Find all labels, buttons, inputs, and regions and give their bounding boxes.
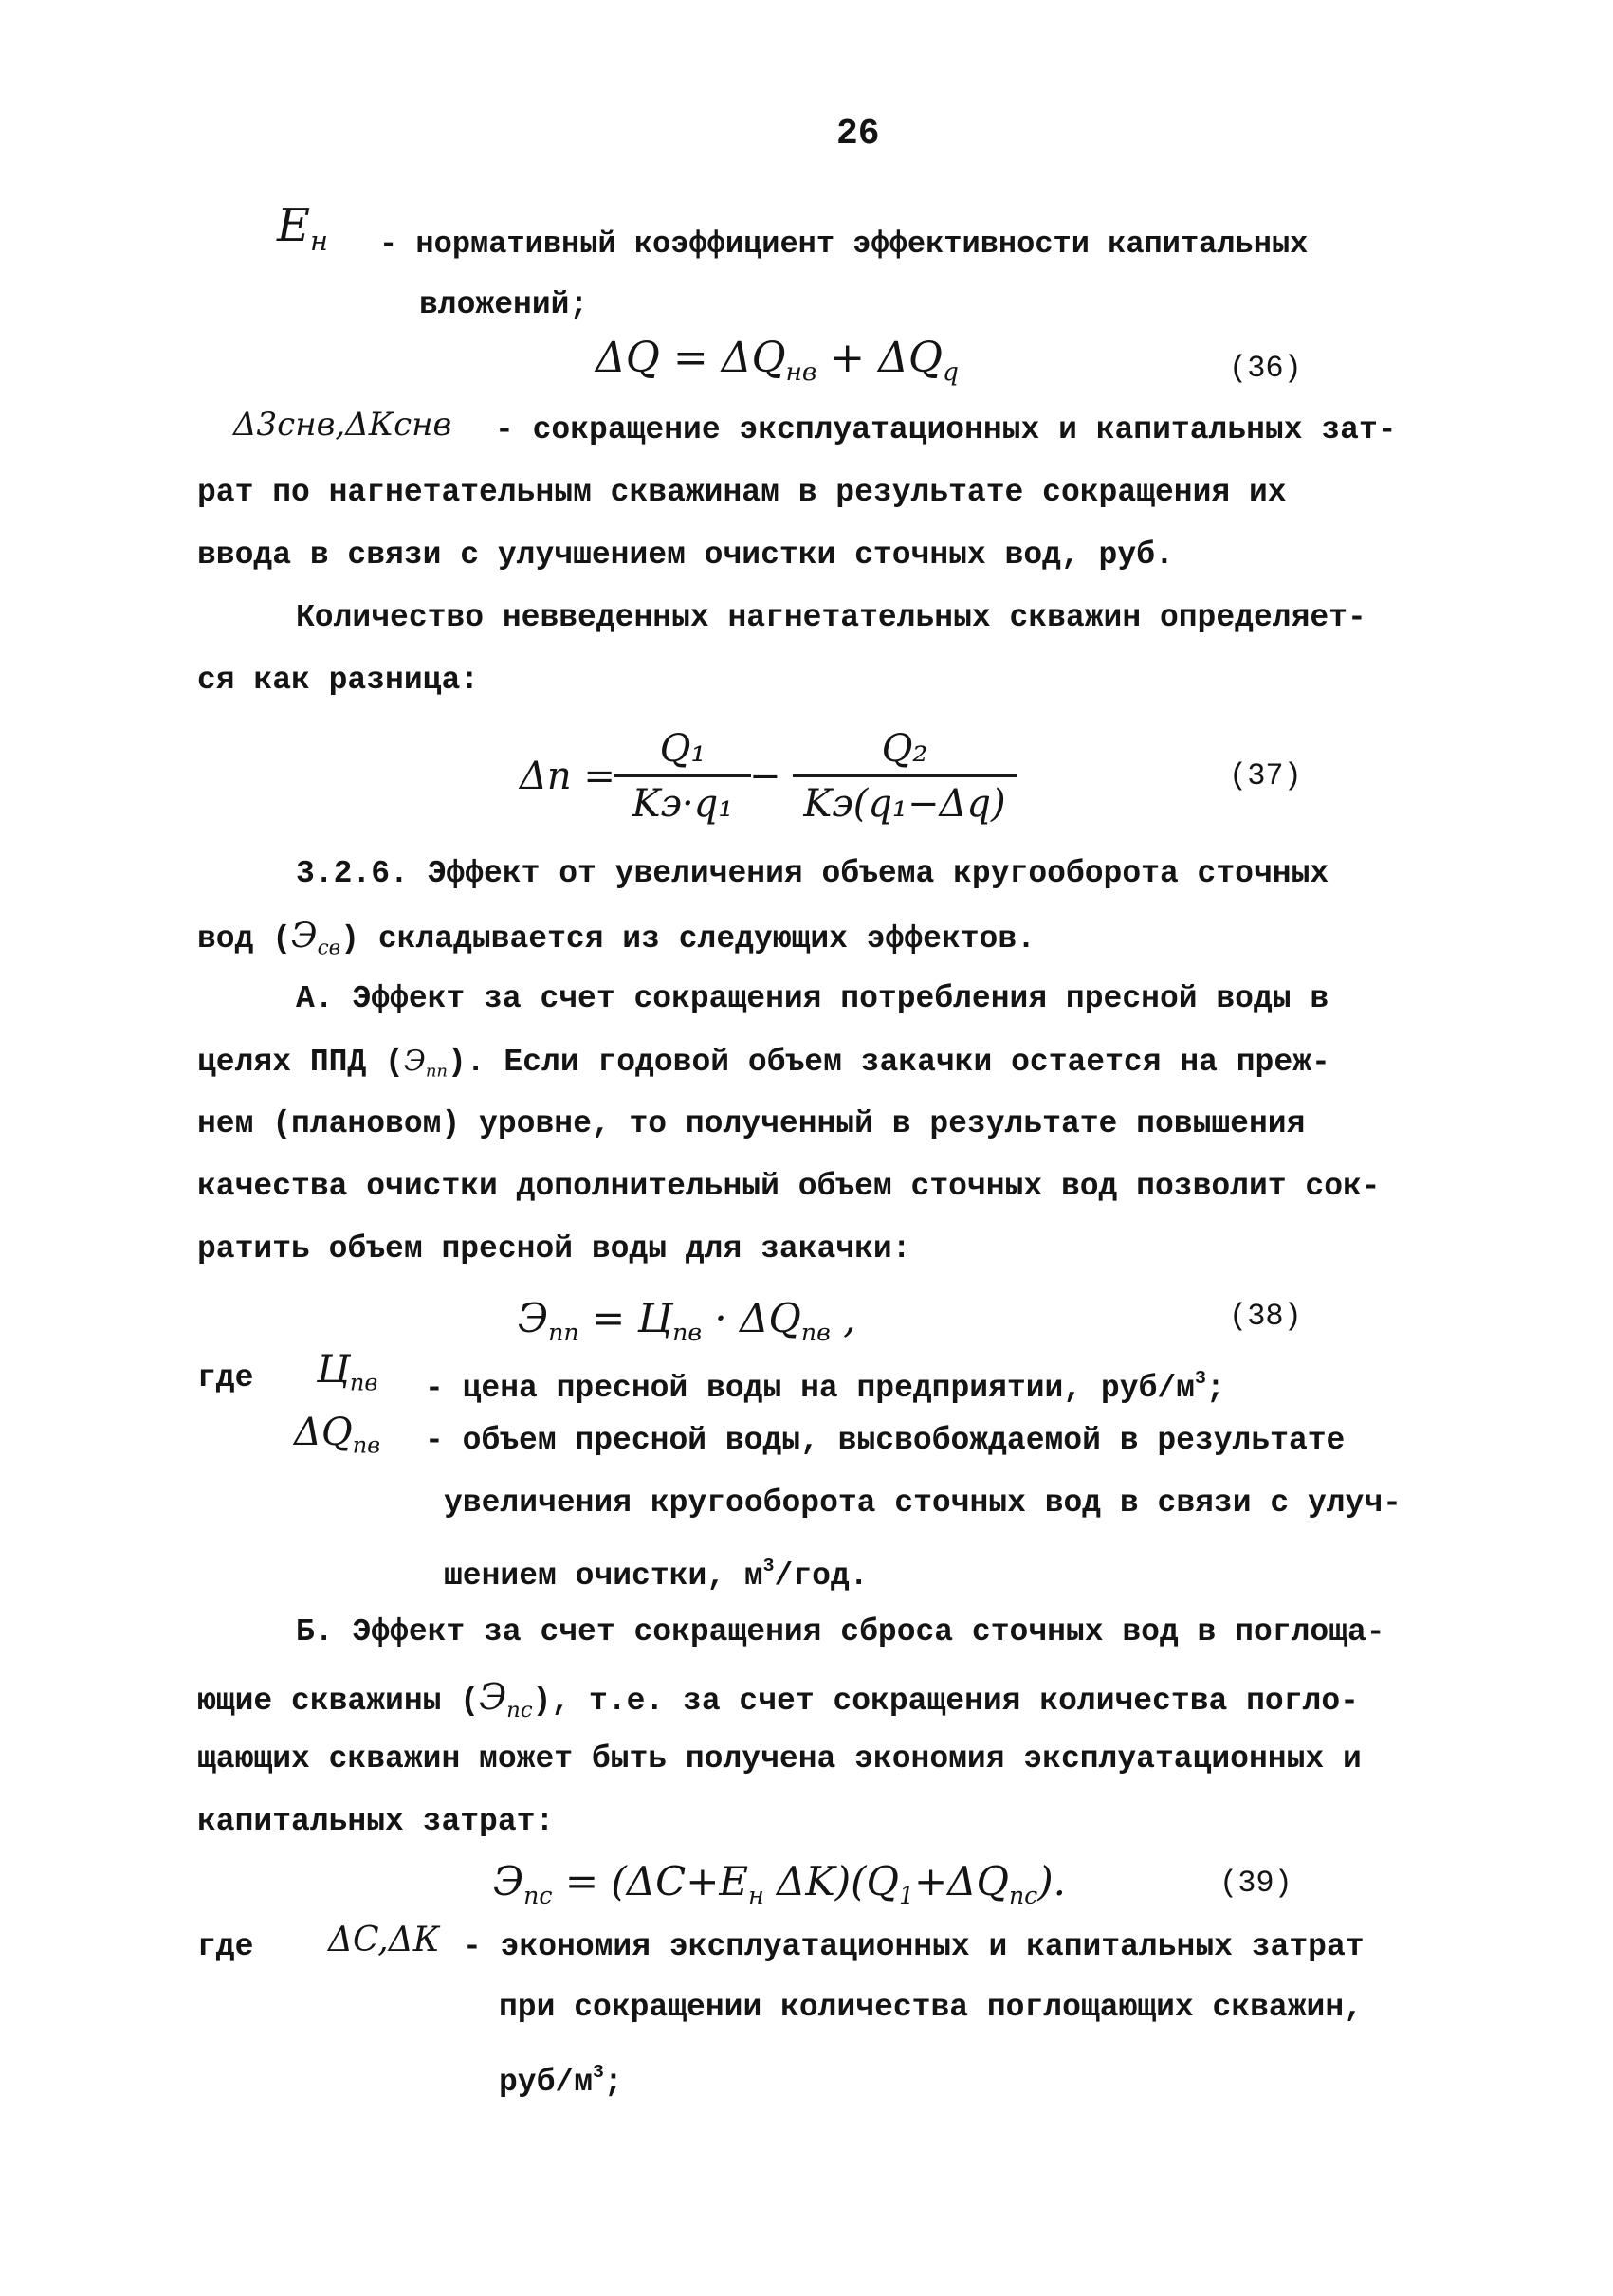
- symbol-dc-dk: ΔC,ΔК: [328, 1921, 440, 1959]
- symbol-e-sv: $Э_{св}$: [291, 917, 341, 960]
- text-line: капитальных затрат:: [197, 1804, 555, 1839]
- text-line: ратить объем пресной воды для закачки:: [197, 1231, 911, 1266]
- text-line: нем (плановом) уровне, то полученный в результате повышения: [197, 1106, 1306, 1141]
- text-line: качества очистки дополнительный объем сточных вод позволит сок-: [197, 1169, 1381, 1204]
- text-line: шением очистки, $м^3$/год.: [444, 1556, 869, 1594]
- text-line: - нормативный коэффициент эффективности капитальных: [379, 227, 1309, 262]
- text-line: целях ППД $(Э_{пп})$. Если годовой объем закачки остается на преж-: [197, 1045, 1330, 1082]
- text-line: вод $(Э_{св})$ складывается из следующих эффектов.: [197, 917, 1036, 960]
- formula-37-num1: Q₁: [659, 727, 706, 771]
- text-line: где: [197, 1929, 254, 1964]
- formula-37-bar2: [793, 774, 1017, 777]
- text-line: рат по нагнетательным скважинам в результате сокращения их: [197, 475, 1287, 510]
- symbol-delta-z: Δ3снв,ΔКснв: [233, 406, 452, 444]
- equation-number: (39): [1219, 1866, 1292, 1901]
- text-line: Количество невведенных нагнетательных скважин определяет-: [296, 600, 1366, 635]
- formula-38: $Э_{пп} = Ц_{пв} \cdot \Delta Q_{пв}$ ,: [518, 1295, 856, 1346]
- text-line: - экономия эксплуатационных и капитальных затрат: [463, 1929, 1365, 1964]
- text-line: щающих скважин может быть получена экономия эксплуатационных и: [197, 1741, 1362, 1777]
- formula-37-lhs: Δn =: [520, 755, 615, 798]
- text-line: - объем пресной воды, высвобождаемой в результате: [425, 1423, 1346, 1458]
- formula-39: $Э_{пс} = (\Delta C+E_н$ $\Delta K)(Q_1+\Delta Q_{пс})$.: [493, 1858, 1067, 1909]
- symbol-c-pv: $Ц_{пв}$: [317, 1348, 378, 1396]
- equation-number: (38): [1229, 1299, 1302, 1334]
- formula-37-bar1: [614, 774, 751, 777]
- text-line: руб/$м^3$;: [499, 2062, 623, 2100]
- text-line: - сокращение эксплуатационных и капитальных зат-: [495, 412, 1397, 447]
- text-line: - цена пресной воды на предприятии, руб/$м^3$;: [425, 1368, 1225, 1406]
- formula-37-den1: Kэ·q₁: [632, 782, 734, 826]
- page-number: 26: [836, 114, 880, 155]
- symbol-e-ps: $Э_{пс}$: [479, 1676, 533, 1722]
- formula-37-minus: −: [749, 755, 781, 798]
- text-line: ющие скважины $(Э_{пс})$, т.е. за счет сокращения количества погло-: [197, 1676, 1359, 1722]
- symbol-dq-pv: $\Delta Q_{пв}$: [294, 1411, 381, 1459]
- text-line: увеличения кругооборота сточных вод в связи с улуч-: [444, 1485, 1402, 1521]
- text-line: при сокращении количества поглощающих скважин,: [499, 1990, 1363, 2025]
- text-line: ся как разница:: [197, 663, 480, 698]
- text-line: ввода в связи с улучшением очистки сточных вод, руб.: [197, 538, 1174, 573]
- equation-number: (36): [1229, 351, 1302, 386]
- formula-36: $\Delta Q = \Delta Q_{нв} + \Delta Q_q$: [596, 334, 959, 388]
- text-line: А. Эффект за счет сокращения потребления пресной воды в: [296, 981, 1329, 1016]
- text-line: где: [197, 1360, 254, 1395]
- symbol-e-pp: $Э_{пп}$: [403, 1045, 448, 1082]
- text-line: Б. Эффект за счет сокращения сброса сточных вод в поглоща-: [296, 1614, 1385, 1649]
- symbol-en: $E_н$: [277, 199, 329, 258]
- section-heading-3-2-6: 3.2.6. Эффект от увеличения объема кругооборота сточных: [296, 856, 1329, 891]
- formula-37-num2: Q₂: [881, 727, 928, 771]
- formula-37-den2: Kэ(q₁−Δq): [803, 782, 1006, 826]
- text-line: вложений;: [419, 287, 589, 322]
- equation-number: (37): [1229, 758, 1302, 793]
